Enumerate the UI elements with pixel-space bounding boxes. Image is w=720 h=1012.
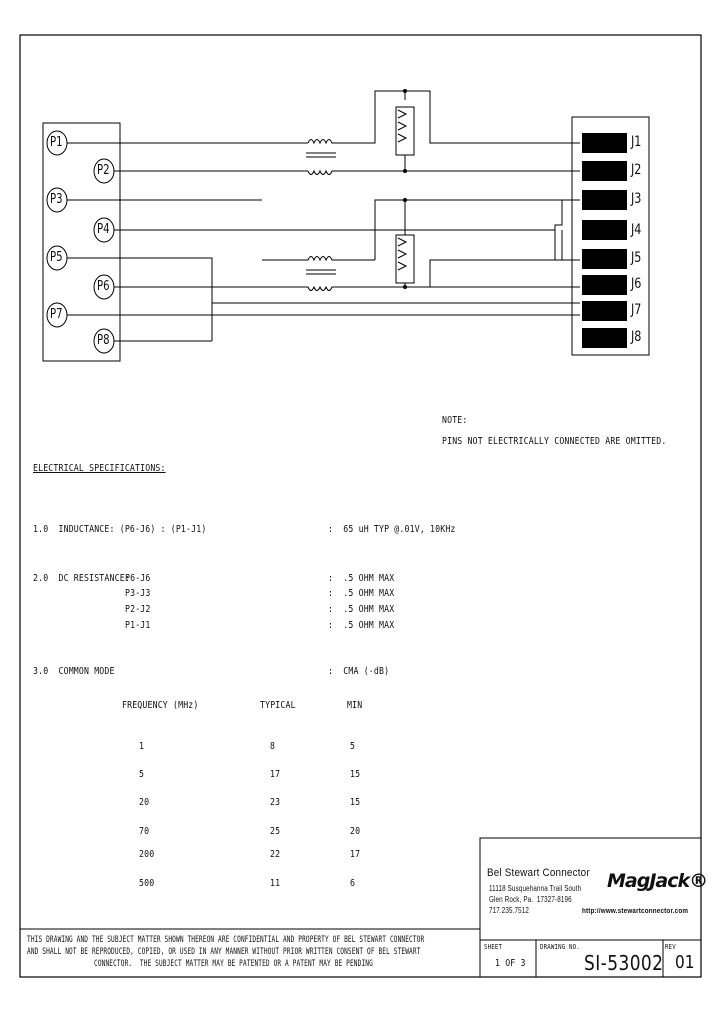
wire-j3 (555, 200, 580, 260)
spec-dc-pair: P3-J3 (125, 588, 151, 599)
pin-bar-j7 (582, 301, 627, 321)
spec-common-mode-value: : CMA (-dB) (328, 666, 390, 677)
table-cell: 15 (350, 769, 361, 780)
label-p6: P6 (97, 279, 110, 294)
coil-p6-upper (262, 257, 375, 261)
revision-label: REV (665, 943, 676, 951)
table-header-frequency: FREQUENCY (MHz) (122, 700, 199, 711)
label-j8: J8 (631, 329, 642, 345)
table-cell: 25 (270, 826, 281, 837)
drawing-number-label: DRAWING NO. (540, 943, 580, 951)
label-p7: P7 (50, 307, 63, 322)
company-phone: 717.235.7512 (489, 906, 530, 915)
p-connector-block (43, 123, 120, 361)
table-cell: 5 (139, 769, 145, 780)
label-p8: P8 (97, 333, 110, 348)
table-cell: 200 (139, 849, 155, 860)
pin-bar-j6 (582, 275, 627, 295)
pin-bar-j3 (582, 190, 627, 210)
specs-heading: ELECTRICAL SPECIFICATIONS: (33, 463, 166, 474)
spec-inductance-value: : 65 uH TYP @.01V, 10KHz (328, 524, 456, 535)
disclaimer-line: AND SHALL NOT BE REPRODUCED, COPIED, OR USED IN ANY MANNER WITHOUT PRIOR WRITTEN CONSENT OF BEL STEWART (27, 947, 421, 957)
table-cell: 500 (139, 878, 155, 889)
spec-dc-value: : .5 OHM MAX (328, 620, 395, 631)
label-j4: J4 (631, 222, 642, 238)
table-cell: 11 (270, 878, 281, 889)
disclaimer-line: THIS DRAWING AND THE SUBJECT MATTER SHOWN THEREON ARE CONFIDENTIAL AND PROPERTY OF BEL STEWART CONNECTOR (27, 935, 425, 945)
wire-p5 (67, 258, 580, 303)
spec-dc-pair: P1-J1 (125, 620, 151, 631)
disclaimer-line: CONNECTOR. THE SUBJECT MATTER MAY BE PATENTED OR A PATENT MAY BE PENDING (94, 959, 373, 969)
pin-bar-j5 (582, 249, 627, 269)
label-j7: J7 (631, 302, 642, 318)
table-cell: 5 (350, 741, 356, 752)
company-address-2: Glen Rock, Pa. 17327-8196 (489, 895, 572, 904)
wire-p1-j1 (405, 91, 580, 143)
label-p1: P1 (50, 135, 63, 150)
spec-dc-value: : .5 OHM MAX (328, 604, 395, 615)
table-cell: 15 (350, 797, 361, 808)
table-cell: 20 (350, 826, 361, 837)
label-p3: P3 (50, 192, 63, 207)
table-cell: 20 (139, 797, 150, 808)
wire-p6 (114, 287, 580, 291)
company-address-1: 11118 Susquehanna Trail South (489, 884, 582, 893)
spec-dc-pair: P6-J6 (125, 573, 151, 584)
table-cell: 8 (270, 741, 276, 752)
pin-bar-j2 (582, 161, 627, 181)
spec-dc-pair: P2-J2 (125, 604, 151, 615)
label-j3: J3 (631, 191, 642, 207)
pin-bar-j4 (582, 220, 627, 240)
magjack-logo: MagJack® (607, 870, 708, 892)
table-cell: 23 (270, 797, 281, 808)
sheet-label: SHEET (484, 943, 503, 951)
label-j6: J6 (631, 276, 642, 292)
label-p2: P2 (97, 163, 110, 178)
label-j1: J1 (631, 134, 642, 150)
table-cell: 1 (139, 741, 145, 752)
revision-value: 01 (675, 952, 695, 973)
sheet-value: 1 OF 3 (495, 958, 526, 969)
table-cell: 17 (270, 769, 281, 780)
pin-bar-j1 (582, 133, 627, 153)
label-p4: P4 (97, 222, 110, 237)
wire-j5 (430, 260, 580, 287)
company-name: Bel Stewart Connector (487, 867, 590, 879)
label-j2: J2 (631, 162, 642, 178)
coil-p1 (308, 91, 405, 143)
spec-dc-value: : .5 OHM MAX (328, 588, 395, 599)
spec-inductance-label: 1.0 INDUCTANCE: (P6-J6) : (P1-J1) (33, 524, 207, 535)
note-text: PINS NOT ELECTRICALLY CONNECTED ARE OMITTED. (442, 436, 667, 447)
table-header-min: MIN (347, 700, 363, 711)
table-header-typical: TYPICAL (260, 700, 296, 711)
pin-bar-j8 (582, 328, 627, 348)
spec-dc-resistance-label: 2.0 DC RESISTANCE: (33, 573, 130, 584)
label-p5: P5 (50, 250, 63, 265)
coil-p2 (308, 171, 580, 175)
table-cell: 17 (350, 849, 361, 860)
table-cell: 6 (350, 878, 356, 889)
drawing-number: SI-53002 (584, 951, 664, 975)
spec-common-mode-label: 3.0 COMMON MODE (33, 666, 115, 677)
table-cell: 70 (139, 826, 150, 837)
note-heading: NOTE: (442, 415, 468, 426)
spec-dc-value: : .5 OHM MAX (328, 573, 395, 584)
label-j5: J5 (631, 250, 642, 266)
company-website[interactable]: http://www.stewartconnector.com (582, 908, 689, 915)
table-cell: 22 (270, 849, 281, 860)
